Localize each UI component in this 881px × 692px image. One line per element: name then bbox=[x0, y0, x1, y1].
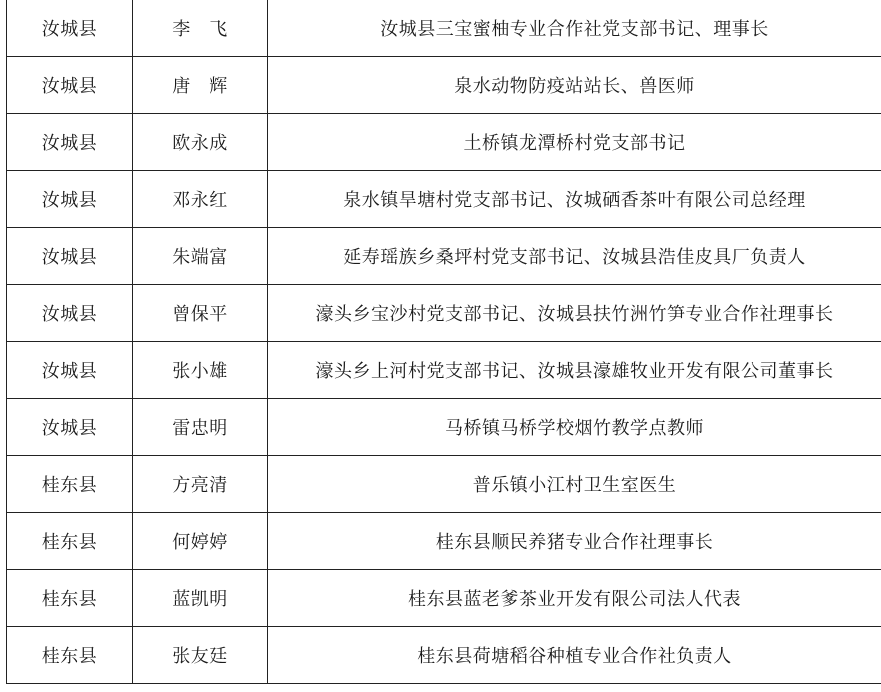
title-cell: 泉水镇旱塘村党支部书记、汝城硒香茶叶有限公司总经理 bbox=[268, 171, 881, 228]
table-row bbox=[7, 342, 881, 399]
name-cell: 张友廷 bbox=[133, 627, 268, 684]
title-cell: 延寿瑶族乡桑坪村党支部书记、汝城县浩佳皮具厂负责人 bbox=[268, 228, 881, 285]
table-row bbox=[7, 114, 881, 171]
title-cell: 桂东县蓝老爹茶业开发有限公司法人代表 bbox=[268, 570, 881, 627]
name-cell: 唐 辉 bbox=[133, 57, 268, 114]
table-row bbox=[7, 627, 881, 684]
name-cell: 蓝凯明 bbox=[133, 570, 268, 627]
name-cell: 张小雄 bbox=[133, 342, 268, 399]
table-row bbox=[7, 513, 881, 570]
title-cell: 濠头乡宝沙村党支部书记、汝城县扶竹洲竹笋专业合作社理事长 bbox=[268, 285, 881, 342]
county-cell: 汝城县 bbox=[7, 342, 133, 399]
table-row bbox=[7, 171, 881, 228]
personnel-table bbox=[6, 0, 881, 684]
title-cell: 马桥镇马桥学校烟竹教学点教师 bbox=[268, 399, 881, 456]
name-cell: 雷忠明 bbox=[133, 399, 268, 456]
title-cell: 桂东县荷塘稻谷种植专业合作社负责人 bbox=[268, 627, 881, 684]
county-cell: 桂东县 bbox=[7, 627, 133, 684]
county-cell: 汝城县 bbox=[7, 114, 133, 171]
name-cell: 何婷婷 bbox=[133, 513, 268, 570]
name-cell: 邓永红 bbox=[133, 171, 268, 228]
title-cell: 桂东县顺民养猪专业合作社理事长 bbox=[268, 513, 881, 570]
name-cell: 方亮清 bbox=[133, 456, 268, 513]
title-cell: 濠头乡上河村党支部书记、汝城县濠雄牧业开发有限公司董事长 bbox=[268, 342, 881, 399]
table-row bbox=[7, 228, 881, 285]
title-cell: 土桥镇龙潭桥村党支部书记 bbox=[268, 114, 881, 171]
table-row bbox=[7, 57, 881, 114]
title-cell: 普乐镇小江村卫生室医生 bbox=[268, 456, 881, 513]
title-cell: 泉水动物防疫站站长、兽医师 bbox=[268, 57, 881, 114]
table-row bbox=[7, 456, 881, 513]
table-row bbox=[7, 570, 881, 627]
county-cell: 桂东县 bbox=[7, 456, 133, 513]
county-cell: 汝城县 bbox=[7, 285, 133, 342]
name-cell: 朱端富 bbox=[133, 228, 268, 285]
name-cell: 曾保平 bbox=[133, 285, 268, 342]
county-cell: 汝城县 bbox=[7, 399, 133, 456]
table-body bbox=[7, 0, 881, 684]
title-cell: 汝城县三宝蜜柚专业合作社党支部书记、理事长 bbox=[268, 0, 881, 57]
county-cell: 汝城县 bbox=[7, 57, 133, 114]
county-cell: 桂东县 bbox=[7, 513, 133, 570]
table-row bbox=[7, 285, 881, 342]
name-cell: 欧永成 bbox=[133, 114, 268, 171]
county-cell: 汝城县 bbox=[7, 0, 133, 57]
county-cell: 桂东县 bbox=[7, 570, 133, 627]
name-cell: 李 飞 bbox=[133, 0, 268, 57]
table-row bbox=[7, 399, 881, 456]
table-row bbox=[7, 0, 881, 57]
county-cell: 汝城县 bbox=[7, 228, 133, 285]
county-cell: 汝城县 bbox=[7, 171, 133, 228]
